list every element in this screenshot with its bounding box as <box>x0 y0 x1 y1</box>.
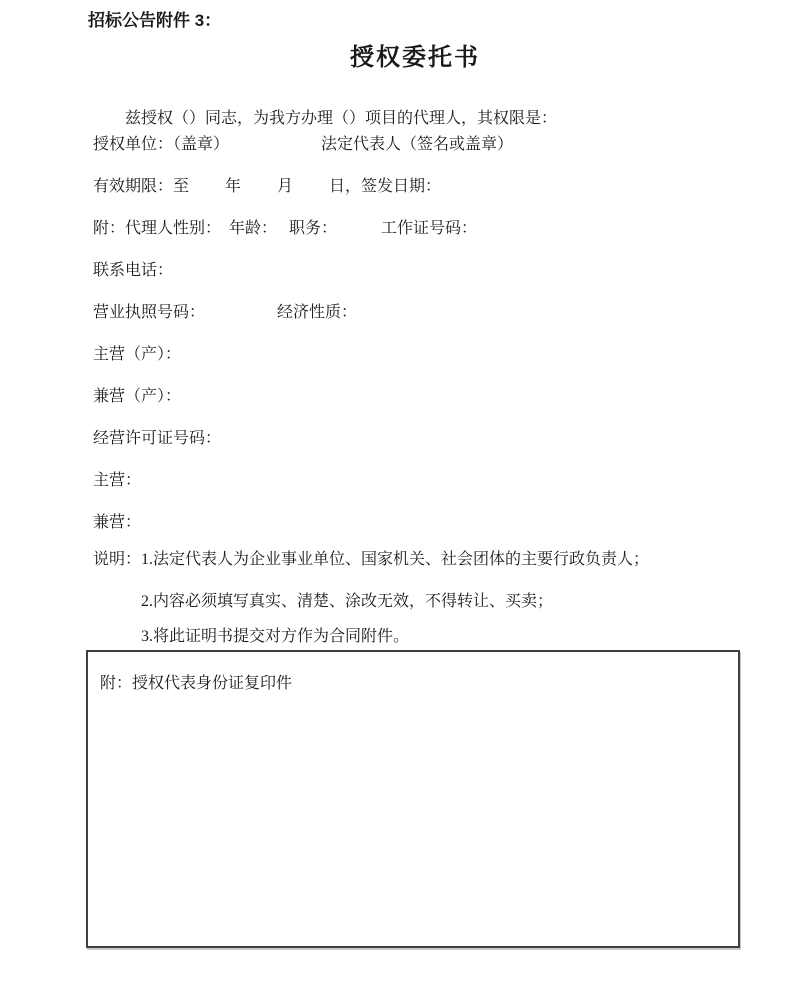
form-line-agent-details: 附：代理人性别： 年龄： 职务： 工作证号码： <box>93 220 478 237</box>
notes-line-2: 2.内容必须填写真实、清楚、涂改无效，不得转让、买卖； <box>141 593 554 610</box>
form-line-authorizing-unit: 授权单位：（盖章） 法定代表人（签名或盖章） <box>93 136 514 153</box>
form-line-contact-phone: 联系电话： <box>93 262 174 279</box>
attachment-heading: 招标公告附件 3： <box>88 11 222 30</box>
form-line-validity-period: 有效期限：至 年 月 日，签发日期： <box>93 178 442 195</box>
form-line-side-business: 兼营： <box>93 514 142 531</box>
form-line-side-business-prod: 兼营（产）： <box>93 388 182 405</box>
form-line-operating-permit: 经营许可证号码： <box>93 430 222 447</box>
notes-line-3: 3.将此证明书提交对方作为合同附件。 <box>141 628 410 645</box>
form-line-business-license: 营业执照号码： 经济性质： <box>93 304 358 321</box>
document-title: 授权委托书 <box>350 44 480 71</box>
notes-line-1: 说明：1.法定代表人为企业事业单位、国家机关、社会团体的主要行政负责人； <box>93 551 650 568</box>
intro-paragraph: 兹授权（）同志，为我方办理（）项目的代理人，其权限是： <box>125 110 558 127</box>
attachment-box-note: 附：授权代表身份证复印件 <box>100 675 293 692</box>
form-line-main-business-prod: 主营（产）： <box>93 346 182 363</box>
form-line-main-business: 主营： <box>93 472 142 489</box>
id-copy-attachment-box <box>86 650 740 948</box>
